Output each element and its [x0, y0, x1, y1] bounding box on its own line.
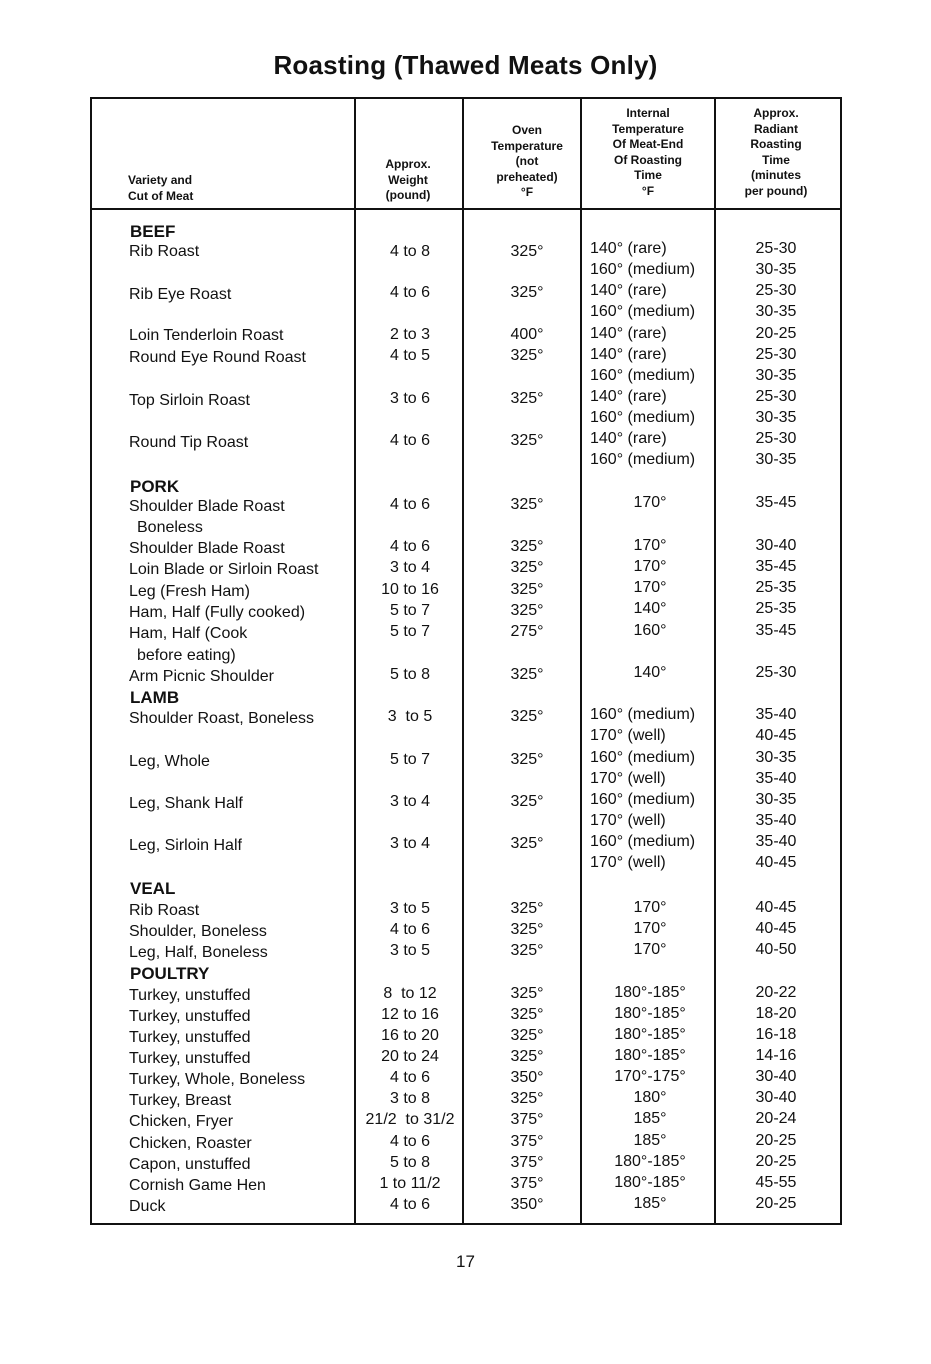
internal-temp-value: 170°-175°: [614, 1068, 686, 1085]
cut-name: Rib Roast: [129, 902, 200, 919]
roasting-time-value: 30-35: [755, 791, 797, 808]
internal-temp-value: 160° (medium): [590, 706, 696, 723]
roasting-time-value: 30-35: [755, 749, 797, 766]
internal-temp-value: 180°-185°: [614, 1153, 686, 1170]
cut-name: Capon, unstuffed: [129, 1156, 251, 1173]
internal-temp-value: 170°: [633, 537, 667, 554]
roasting-time-value: 35-45: [755, 558, 797, 575]
oven-temp-value: 350°: [510, 1069, 544, 1086]
weight-value: 3 to 5: [389, 942, 431, 959]
oven-temp-value: 275°: [510, 623, 544, 640]
internal-temp-value: 160° (medium): [590, 261, 696, 278]
roasting-time-value: 40-50: [755, 941, 797, 958]
weight-value: 5 to 7: [389, 602, 431, 619]
header-divider: [90, 208, 842, 210]
internal-temp-value: 160° (medium): [590, 791, 696, 808]
weight-value: 12 to 16: [381, 1006, 439, 1023]
internal-temp-value: 160° (medium): [590, 833, 696, 850]
oven-temp-value: 325°: [510, 496, 544, 513]
oven-temp-value: 325°: [510, 1006, 544, 1023]
cut-name: Leg, Shank Half: [129, 795, 243, 812]
cut-name-continued: before eating): [137, 647, 236, 664]
oven-temp-value: 325°: [510, 243, 544, 260]
weight-value: 4 to 6: [389, 921, 431, 938]
internal-temp-value: 160° (medium): [590, 409, 696, 426]
cut-name: Turkey, Breast: [129, 1092, 232, 1109]
header-internal-temperature: Internal Temperature Of Meat-End Of Roasting Time °F: [612, 106, 684, 198]
internal-temp-value: 140°: [633, 600, 667, 617]
roasting-time-value: 25-30: [755, 282, 797, 299]
weight-value: 4 to 6: [389, 496, 431, 513]
roasting-time-value: 40-45: [755, 899, 797, 916]
weight-value: 16 to 20: [381, 1027, 439, 1044]
internal-temp-value: 170°: [633, 941, 667, 958]
internal-temp-value: 180°-185°: [614, 1174, 686, 1191]
cut-name: Round Eye Round Roast: [129, 349, 306, 366]
weight-value: 4 to 6: [389, 432, 431, 449]
internal-temp-value: 185°: [633, 1195, 667, 1212]
roasting-time-value: 30-35: [755, 261, 797, 278]
oven-temp-value: 325°: [510, 793, 544, 810]
weight-value: 4 to 6: [389, 538, 431, 555]
cut-name: Loin Tenderloin Roast: [129, 327, 284, 344]
internal-temp-value: 185°: [633, 1110, 667, 1127]
oven-temp-value: 350°: [510, 1196, 544, 1213]
oven-temp-value: 325°: [510, 538, 544, 555]
internal-temp-value: 180°-185°: [614, 1005, 686, 1022]
weight-value: 4 to 6: [389, 1069, 431, 1086]
oven-temp-value: 325°: [510, 1048, 544, 1065]
cut-name: Turkey, unstuffed: [129, 1008, 251, 1025]
cut-name: Shoulder Roast, Boneless: [129, 710, 314, 727]
oven-temp-value: 325°: [510, 581, 544, 598]
cut-name: Leg, Whole: [129, 753, 210, 770]
cut-name: Duck: [129, 1198, 166, 1215]
oven-temp-value: 325°: [510, 559, 544, 576]
internal-temp-value: 180°-185°: [614, 984, 686, 1001]
internal-temp-value: 170° (well): [590, 770, 666, 787]
oven-temp-value: 325°: [510, 921, 544, 938]
internal-temp-value: 140° (rare): [590, 282, 667, 299]
weight-value: 1 to 11/2: [379, 1175, 441, 1192]
internal-temp-value: 170°: [633, 579, 667, 596]
internal-temp-value: 160° (medium): [590, 749, 696, 766]
roasting-time-value: 35-40: [755, 706, 797, 723]
oven-temp-value: 325°: [510, 1027, 544, 1044]
cut-name: Ham, Half (Fully cooked): [129, 604, 306, 621]
oven-temp-value: 325°: [510, 1090, 544, 1107]
internal-temp-value: 160° (medium): [590, 367, 696, 384]
cut-name: Chicken, Roaster: [129, 1135, 252, 1152]
internal-temp-value: 140° (rare): [590, 430, 667, 447]
cut-name: Leg, Sirloin Half: [129, 837, 242, 854]
roasting-time-value: 18-20: [755, 1005, 797, 1022]
roasting-time-value: 20-22: [755, 984, 797, 1001]
oven-temp-value: 325°: [510, 708, 544, 725]
cut-name: Chicken, Fryer: [129, 1113, 234, 1130]
cut-name: Turkey, unstuffed: [129, 1050, 251, 1067]
roasting-time-value: 35-45: [755, 622, 797, 639]
column-divider-oven: [462, 97, 464, 1225]
cut-name: Rib Roast: [129, 243, 200, 260]
internal-temp-value: 140° (rare): [590, 388, 667, 405]
roasting-time-value: 20-25: [755, 1132, 797, 1149]
oven-temp-value: 375°: [510, 1111, 544, 1128]
weight-value: 5 to 7: [389, 623, 431, 640]
roasting-time-value: 30-35: [755, 451, 797, 468]
oven-temp-value: 325°: [510, 602, 544, 619]
section-heading-poultry: POULTRY: [130, 964, 210, 983]
roasting-time-value: 25-30: [755, 664, 797, 681]
weight-value: 2 to 3: [389, 326, 431, 343]
internal-temp-value: 140° (rare): [590, 240, 667, 257]
roasting-time-value: 25-30: [755, 240, 797, 257]
header-weight: Approx. Weight (pound): [385, 157, 431, 202]
oven-temp-value: 325°: [510, 942, 544, 959]
internal-temp-value: 170° (well): [590, 854, 666, 871]
cut-name: Rib Eye Roast: [129, 286, 232, 303]
header-oven-temperature: Oven Temperature (not preheated) °F: [491, 123, 563, 199]
oven-temp-value: 325°: [510, 985, 544, 1002]
internal-temp-value: 185°: [633, 1132, 667, 1149]
weight-value: 5 to 8: [389, 666, 431, 683]
oven-temp-value: 375°: [510, 1154, 544, 1171]
weight-value: 4 to 6: [389, 1133, 431, 1150]
section-heading-veal: VEAL: [130, 879, 176, 898]
roasting-time-value: 20-25: [755, 325, 797, 342]
roasting-time-value: 14-16: [755, 1047, 797, 1064]
cut-name: Top Sirloin Roast: [129, 392, 250, 409]
roasting-time-value: 30-35: [755, 367, 797, 384]
roasting-time-value: 35-45: [755, 494, 797, 511]
weight-value: 20 to 24: [381, 1048, 439, 1065]
roasting-time-value: 30-35: [755, 409, 797, 426]
oven-temp-value: 325°: [510, 432, 544, 449]
header-variety: Variety and Cut of Meat: [128, 173, 194, 203]
weight-value: 5 to 8: [389, 1154, 431, 1171]
roasting-time-value: 25-35: [755, 579, 797, 596]
roasting-time-value: 20-25: [755, 1153, 797, 1170]
section-heading-lamb: LAMB: [130, 688, 180, 707]
roasting-time-value: 16-18: [755, 1026, 797, 1043]
weight-value: 4 to 8: [389, 243, 431, 260]
weight-value: 4 to 5: [389, 347, 431, 364]
weight-value: 21/2 to 31/2: [365, 1111, 455, 1128]
roasting-time-value: 35-40: [755, 833, 797, 850]
internal-temp-value: 140° (rare): [590, 346, 667, 363]
weight-value: 3 to 6: [389, 390, 431, 407]
oven-temp-value: 400°: [510, 326, 544, 343]
roasting-time-value: 25-30: [755, 388, 797, 405]
roasting-time-value: 25-30: [755, 346, 797, 363]
oven-temp-value: 325°: [510, 751, 544, 768]
cut-name: Arm Picnic Shoulder: [129, 668, 274, 685]
cut-name: Turkey, unstuffed: [129, 1029, 251, 1046]
internal-temp-value: 170° (well): [590, 812, 666, 829]
internal-temp-value: 170°: [633, 558, 667, 575]
internal-temp-value: 160° (medium): [590, 451, 696, 468]
weight-value: 3 to 4: [389, 835, 431, 852]
section-heading-beef: BEEF: [130, 222, 176, 241]
section-heading-pork: PORK: [130, 477, 180, 496]
internal-temp-value: 140°: [633, 664, 667, 681]
roasting-time-value: 25-30: [755, 430, 797, 447]
weight-value: 3 to 4: [389, 793, 431, 810]
roasting-time-value: 30-35: [755, 303, 797, 320]
oven-temp-value: 375°: [510, 1175, 544, 1192]
oven-temp-value: 375°: [510, 1133, 544, 1150]
weight-value: 3 to 5: [387, 708, 433, 725]
column-divider-time: [714, 97, 716, 1225]
cut-name: Turkey, unstuffed: [129, 987, 251, 1004]
cut-name: Loin Blade or Sirloin Roast: [129, 561, 319, 578]
oven-temp-value: 325°: [510, 900, 544, 917]
column-divider-weight: [354, 97, 356, 1225]
cut-name: Cornish Game Hen: [129, 1177, 266, 1194]
internal-temp-value: 160°: [633, 622, 667, 639]
roasting-time-value: 40-45: [755, 854, 797, 871]
internal-temp-value: 140° (rare): [590, 325, 667, 342]
weight-value: 10 to 16: [381, 581, 439, 598]
internal-temp-value: 170°: [633, 899, 667, 916]
oven-temp-value: 325°: [510, 284, 544, 301]
weight-value: 4 to 6: [389, 284, 431, 301]
cut-name: Shoulder Blade Roast: [129, 498, 285, 515]
roasting-time-value: 30-40: [755, 1068, 797, 1085]
cut-name: Round Tip Roast: [129, 434, 249, 451]
roasting-time-value: 30-40: [755, 537, 797, 554]
internal-temp-value: 180°: [633, 1089, 667, 1106]
header-roasting-time: Approx. Radiant Roasting Time (minutes per pound): [744, 106, 808, 198]
internal-temp-value: 160° (medium): [590, 303, 696, 320]
cut-name-continued: Boneless: [137, 519, 203, 536]
roasting-time-value: 35-40: [755, 812, 797, 829]
weight-value: 3 to 4: [389, 559, 431, 576]
cut-name: Ham, Half (Cook: [129, 625, 248, 642]
roasting-time-value: 45-55: [755, 1174, 797, 1191]
internal-temp-value: 180°-185°: [614, 1026, 686, 1043]
oven-temp-value: 325°: [510, 666, 544, 683]
oven-temp-value: 325°: [510, 390, 544, 407]
cut-name: Leg, Half, Boneless: [129, 944, 268, 961]
weight-value: 3 to 8: [389, 1090, 431, 1107]
weight-value: 8 to 12: [383, 985, 437, 1002]
internal-temp-value: 170° (well): [590, 727, 666, 744]
oven-temp-value: 325°: [510, 347, 544, 364]
roasting-time-value: 35-40: [755, 770, 797, 787]
cut-name: Leg (Fresh Ham): [129, 583, 250, 600]
weight-value: 5 to 7: [389, 751, 431, 768]
roasting-time-value: 25-35: [755, 600, 797, 617]
roasting-time-value: 40-45: [755, 920, 797, 937]
internal-temp-value: 170°: [633, 494, 667, 511]
oven-temp-value: 325°: [510, 835, 544, 852]
cut-name: Turkey, Whole, Boneless: [129, 1071, 306, 1088]
cut-name: Shoulder Blade Roast: [129, 540, 285, 557]
page-title: Roasting (Thawed Meats Only): [273, 50, 658, 80]
cut-name: Shoulder, Boneless: [129, 923, 267, 940]
weight-value: 4 to 6: [389, 1196, 431, 1213]
roasting-time-value: 40-45: [755, 727, 797, 744]
roasting-time-value: 20-24: [755, 1110, 797, 1127]
internal-temp-value: 170°: [633, 920, 667, 937]
internal-temp-value: 180°-185°: [614, 1047, 686, 1064]
roasting-time-value: 20-25: [755, 1195, 797, 1212]
page-number: 17: [456, 1252, 475, 1271]
weight-value: 3 to 5: [389, 900, 431, 917]
roasting-time-value: 30-40: [755, 1089, 797, 1106]
